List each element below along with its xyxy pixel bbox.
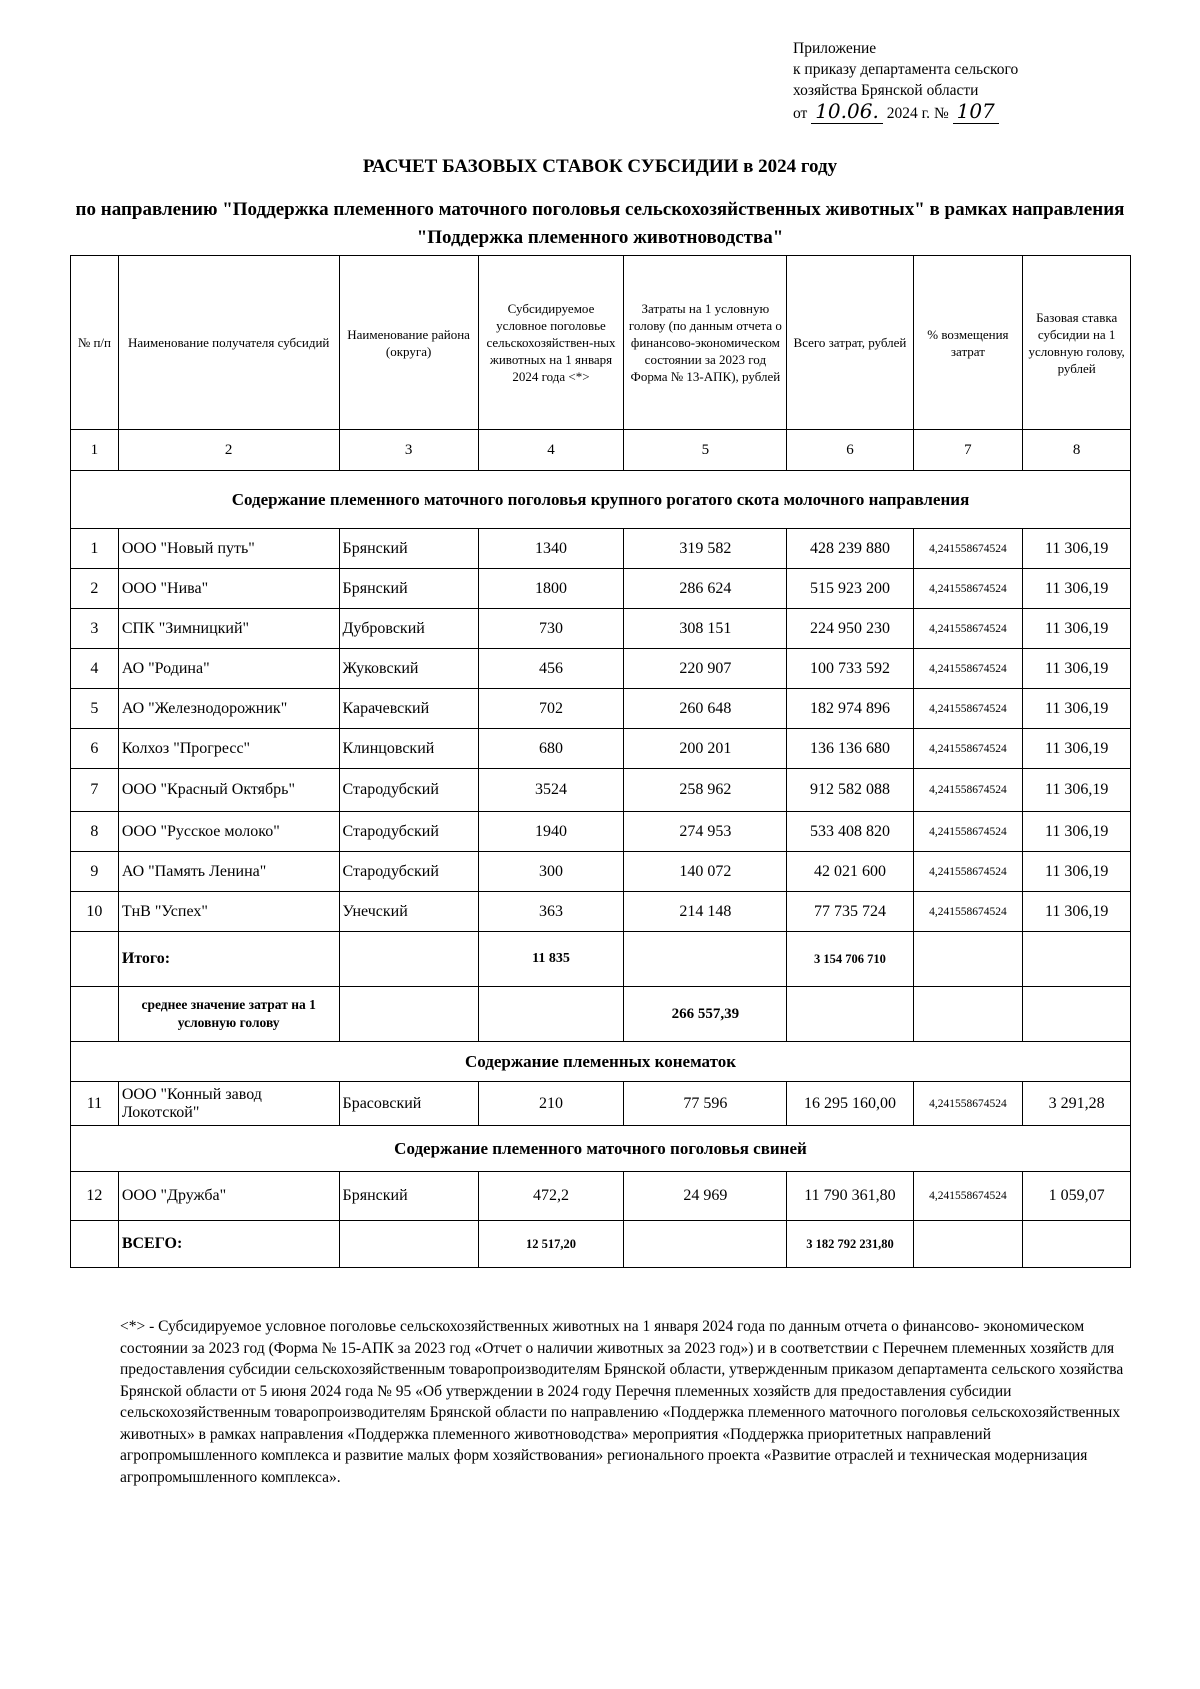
cell-rate: 11 306,19	[1023, 569, 1131, 609]
cell-heads: 1340	[478, 529, 624, 569]
cell-name: ООО "Нива"	[118, 569, 339, 609]
cell-rate: 11 306,19	[1023, 892, 1131, 932]
header-cell: № п/п	[71, 256, 119, 430]
cell-n: 2	[71, 569, 119, 609]
cell-n: 9	[71, 852, 119, 892]
cell-cost-per-head: 258 962	[624, 769, 787, 812]
cell-cost-per-head: 308 151	[624, 609, 787, 649]
cell-rate: 11 306,19	[1023, 729, 1131, 769]
cell-rate: 11 306,19	[1023, 769, 1131, 812]
table-row	[71, 609, 1131, 649]
table-row	[71, 649, 1131, 689]
appendix-line-1: Приложение	[793, 40, 877, 57]
cell-district: Унечский	[339, 892, 478, 932]
section-title-pigs: Содержание племенного маточного поголовья свиней	[71, 1126, 1131, 1172]
cell-rate: 11 306,19	[1023, 689, 1131, 729]
cell-cost-per-head: 140 072	[624, 852, 787, 892]
cell-heads: 702	[478, 689, 624, 729]
table-row: 12 ООО "Дружба" Брянский 472,2 24 969 11 790 361,80 4,241558674524 1 059,07	[71, 1172, 1131, 1221]
table-row	[71, 689, 1131, 729]
cell-total: 182 974 896	[787, 689, 913, 729]
section-row	[71, 471, 1131, 529]
cell-rate: 11 306,19	[1023, 529, 1131, 569]
cell-name: АО "Железнодорожник"	[118, 689, 339, 729]
cell-heads: 1800	[478, 569, 624, 609]
header-cell: Наименование получателя субсидий	[118, 256, 339, 430]
cell-cost-per-head: 260 648	[624, 689, 787, 729]
cell-pct: 4,241558674524	[913, 769, 1023, 812]
header-cell: % возмещения затрат	[913, 256, 1023, 430]
header-cell: Базовая ставка субсидии на 1 условную голову, рублей	[1023, 256, 1131, 430]
cell-total: 224 950 230	[787, 609, 913, 649]
appendix-number: 107	[953, 99, 999, 124]
cell-cost-per-head: 220 907	[624, 649, 787, 689]
appendix-number-sign: №	[933, 105, 949, 122]
cell-pct: 4,241558674524	[913, 812, 1023, 852]
section-row	[71, 1126, 1131, 1172]
average-value: 266 557,39	[624, 987, 787, 1042]
appendix-line-3: хозяйства Брянской области	[793, 82, 979, 99]
cell-n: 4	[71, 649, 119, 689]
cell-heads: 363	[478, 892, 624, 932]
document-title: РАСЧЕТ БАЗОВЫХ СТАВОК СУБСИДИИ в 2024 году	[362, 156, 838, 177]
cell-n: 10	[71, 892, 119, 932]
document-subtitle: по направлению "Поддержка племенного маточного поголовья сельскохозяйственных животных" в рамках направления "Поддержка племенного животноводства"	[75, 199, 1125, 248]
cell-total: 77 735 724	[787, 892, 913, 932]
footnote: <*> - Субсидируемое условное поголовье сельскохозяйственных животных на 1 января 2024 года по данным отчета о финансово- экономическом состоянии за 2023 год (Форма № 15-АПК за 2023 год «Отчет о наличии животных за 2023 год») и в соответствии с Перечнем племенных хозяйств для предоставления субсидии сельскохозяйственным товаропроизводителям Брянской области, утвержденным приказом департамента сельского хозяйства Брянской области от 5 июня 2024 года № 95 «Об утверждении в 2024 году Перечня племенных хозяйств для предоставления субсидии сельскохозяйственным товаропроизводителям Брянской области по направлению «Поддержка племенного маточного поголовья сельскохозяйственных животных» в рамках направления «Поддержка племенного животноводства» мероприятия «Поддержка приоритетных направлений агропромышленного комплекса и развитие малых форм хозяйствования» регионального проекта «Развитие отраслей и техническая модернизация агропромышленного комплекса».	[120, 1318, 1124, 1486]
column-number: 1	[71, 430, 119, 471]
cell-heads: 680	[478, 729, 624, 769]
cell-pct: 4,241558674524	[913, 529, 1023, 569]
cell-n: 6	[71, 729, 119, 769]
cell-rate: 11 306,19	[1023, 649, 1131, 689]
column-number: 4	[478, 430, 624, 471]
table-row	[71, 812, 1131, 852]
cell-total: 428 239 880	[787, 529, 913, 569]
table-row	[71, 729, 1131, 769]
cell-cost-per-head: 200 201	[624, 729, 787, 769]
subsidy-table	[70, 255, 1131, 1268]
cell-total: 912 582 088	[787, 769, 913, 812]
cell-cost-per-head: 274 953	[624, 812, 787, 852]
cell-district: Брянский	[339, 529, 478, 569]
appendix-date-line	[793, 101, 1018, 124]
cell-n: 3	[71, 609, 119, 649]
cell-pct: 4,241558674524	[913, 649, 1023, 689]
cell-pct: 4,241558674524	[913, 569, 1023, 609]
cell-district: Стародубский	[339, 812, 478, 852]
cell-rate: 11 306,19	[1023, 609, 1131, 649]
cell-cost-per-head: 319 582	[624, 529, 787, 569]
cell-pct: 4,241558674524	[913, 729, 1023, 769]
total-costs: 3 154 706 710	[787, 932, 913, 987]
grand-total-label: ВСЕГО:	[118, 1221, 339, 1268]
cell-name: ООО "Красный Октябрь"	[118, 769, 339, 812]
column-number: 8	[1023, 430, 1131, 471]
table-row	[71, 569, 1131, 609]
header-cell: Всего затрат, рублей	[787, 256, 913, 430]
column-number: 7	[913, 430, 1023, 471]
column-number: 3	[339, 430, 478, 471]
cell-heads: 300	[478, 852, 624, 892]
header-cell: Затраты на 1 условную голову (по данным отчета о финансово-экономическом состоянии за 2023 год Форма № 13-АПК), рублей	[624, 256, 787, 430]
dairy-rows	[71, 529, 1131, 932]
total-heads: 11 835	[478, 932, 624, 987]
cell-district: Жуковский	[339, 649, 478, 689]
grand-total-costs: 3 182 792 231,80	[787, 1221, 913, 1268]
table-row	[71, 852, 1131, 892]
cell-n: 1	[71, 529, 119, 569]
column-number: 2	[118, 430, 339, 471]
cell-pct: 4,241558674524	[913, 892, 1023, 932]
cell-district: Карачевский	[339, 689, 478, 729]
cell-total: 533 408 820	[787, 812, 913, 852]
column-number: 5	[624, 430, 787, 471]
total-label: Итого:	[118, 932, 339, 987]
table-row	[71, 529, 1131, 569]
cell-rate: 11 306,19	[1023, 852, 1131, 892]
section-title-horses: Содержание племенных конематок	[71, 1042, 1131, 1082]
cell-pct: 4,241558674524	[913, 609, 1023, 649]
table-row	[71, 892, 1131, 932]
cell-total: 515 923 200	[787, 569, 913, 609]
cell-n: 5	[71, 689, 119, 729]
cell-total: 136 136 680	[787, 729, 913, 769]
cell-name: СПК "Зимницкий"	[118, 609, 339, 649]
table-row: 11 ООО "Конный завод Локотской" Брасовский 210 77 596 16 295 160,00 4,241558674524 3 291,28	[71, 1082, 1131, 1126]
cell-n: 7	[71, 769, 119, 812]
cell-heads: 456	[478, 649, 624, 689]
appendix-block	[793, 38, 1018, 124]
cell-name: ООО "Новый путь"	[118, 529, 339, 569]
cell-pct: 4,241558674524	[913, 852, 1023, 892]
cell-name: ООО "Русское молоко"	[118, 812, 339, 852]
average-label: среднее значение затрат на 1 условную голову	[118, 987, 339, 1042]
header-cell: Субсидируемое условное поголовье сельскохозяйствен-ных животных на 1 января 2024 года <*>	[478, 256, 624, 430]
cell-district: Клинцовский	[339, 729, 478, 769]
cell-district: Дубровский	[339, 609, 478, 649]
average-row	[71, 987, 1131, 1042]
appendix-year: 2024 г.	[886, 105, 931, 122]
appendix-date: 10.06.	[811, 99, 883, 124]
header-cell: Наименование района (округа)	[339, 256, 478, 430]
cell-district: Брянский	[339, 569, 478, 609]
cell-name: АО "Родина"	[118, 649, 339, 689]
cell-name: ТнВ "Успех"	[118, 892, 339, 932]
cell-n: 8	[71, 812, 119, 852]
column-number-row	[71, 430, 1131, 471]
grand-total-row	[71, 1221, 1131, 1268]
cell-cost-per-head: 286 624	[624, 569, 787, 609]
cell-name: АО "Память Ленина"	[118, 852, 339, 892]
appendix-from: от	[793, 105, 808, 122]
cell-total: 42 021 600	[787, 852, 913, 892]
column-number: 6	[787, 430, 913, 471]
total-row	[71, 932, 1131, 987]
cell-heads: 3524	[478, 769, 624, 812]
cell-total: 100 733 592	[787, 649, 913, 689]
cell-rate: 11 306,19	[1023, 812, 1131, 852]
table-row	[71, 769, 1131, 812]
cell-heads: 730	[478, 609, 624, 649]
grand-total-heads: 12 517,20	[478, 1221, 624, 1268]
cell-heads: 1940	[478, 812, 624, 852]
cell-district: Стародубский	[339, 769, 478, 812]
cell-cost-per-head: 214 148	[624, 892, 787, 932]
section-row	[71, 1042, 1131, 1082]
appendix-line-2: к приказу департамента сельского	[793, 61, 1019, 78]
section-title-dairy: Содержание племенного маточного поголовья крупного рогатого скота молочного направления	[71, 471, 1131, 529]
header-row	[71, 256, 1131, 430]
cell-pct: 4,241558674524	[913, 689, 1023, 729]
cell-name: Колхоз "Прогресс"	[118, 729, 339, 769]
cell-district: Стародубский	[339, 852, 478, 892]
